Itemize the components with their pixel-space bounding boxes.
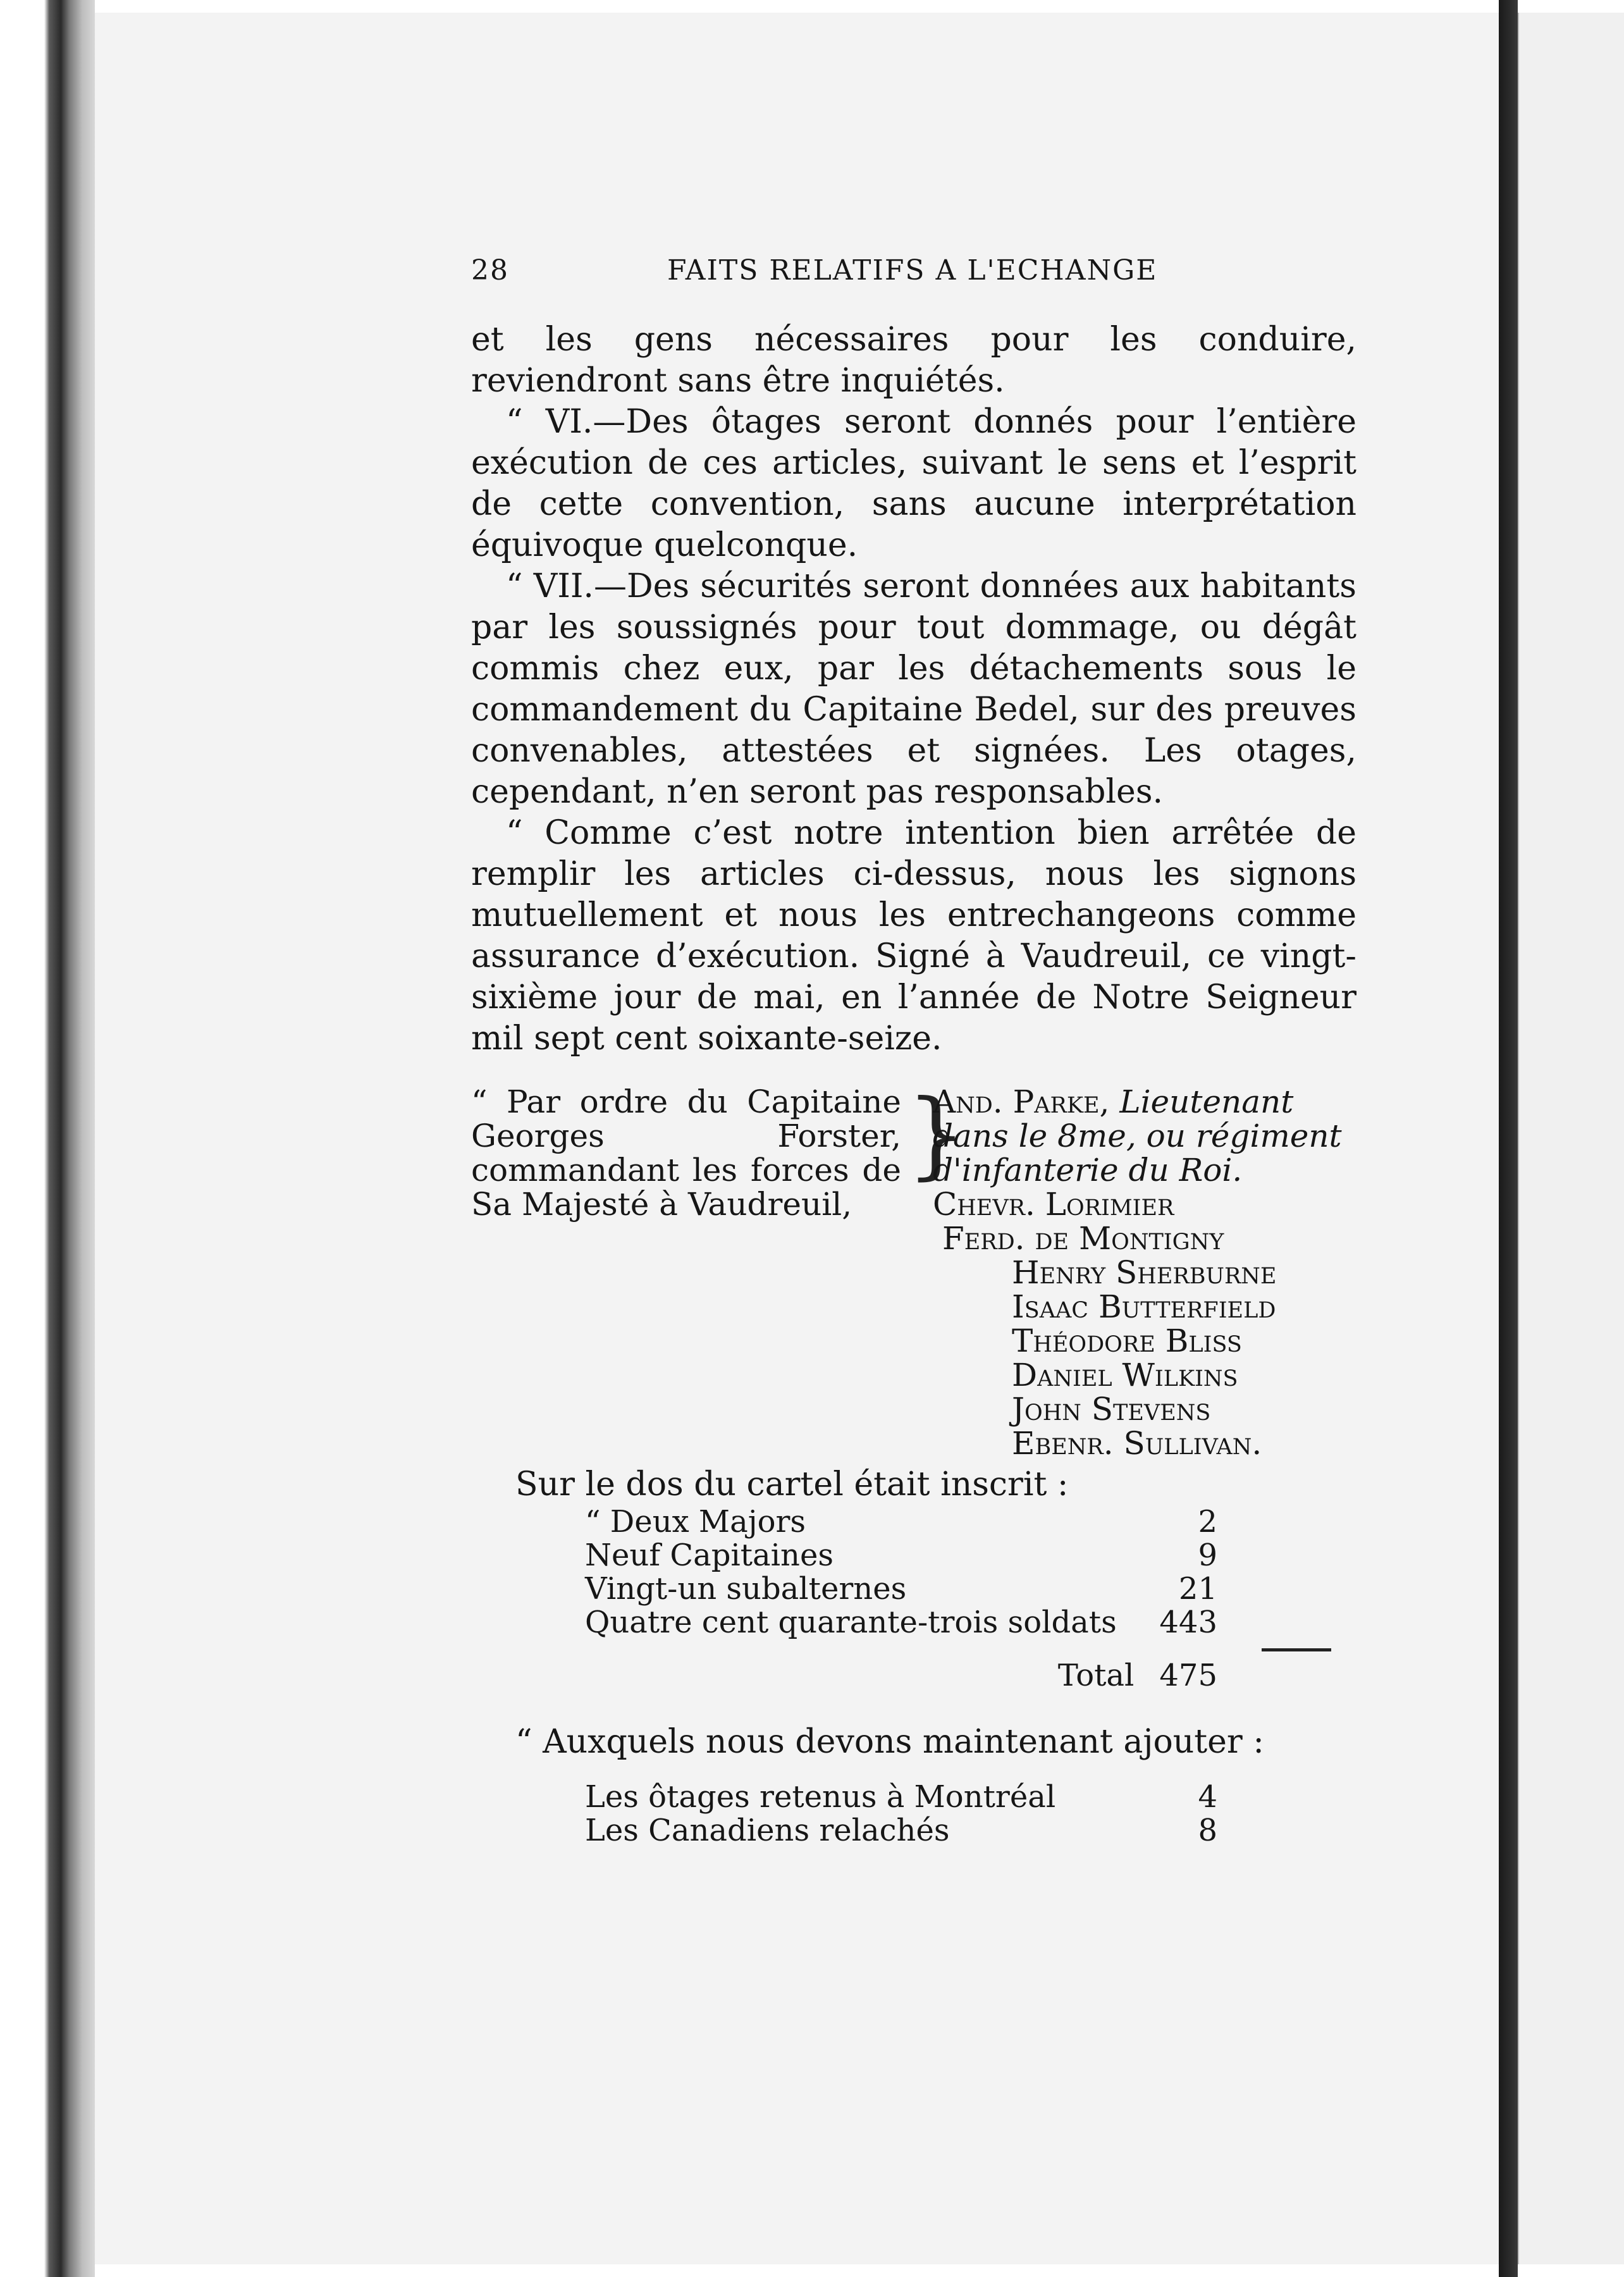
- paragraph-article-vi: “ VI.—Des ôtages seront donnés pour l’entière exécution de ces articles, suivant le sens et l’esprit de cette convention, sans aucune interprétation équivoque quelconque.: [471, 403, 1356, 564]
- total-row: [471, 1655, 1217, 1696]
- table-row: [585, 1505, 1217, 1539]
- paragraph-closing: “ Comme c’est notre intention bien arrêtée de remplir les articles ci-dessus, nous les signons mutuellement et nous les entrechangeons comme assurance d’exécution. Signé à Vaudreuil, ce vingt-sixième jour de mai, en l’année de Notre Seigneur mil sept cent soixante-seize.: [471, 814, 1356, 1058]
- signature-authority-text: “ Par ordre du Capitaine Georges Forster, commandant les forces de Sa Majesté à Vaudreuil,: [471, 1083, 901, 1223]
- additions-table: [585, 1780, 1217, 1848]
- row-value: 21: [1178, 1571, 1217, 1607]
- right-gutter-bar: [1499, 0, 1518, 2277]
- row-value: 2: [1198, 1504, 1217, 1540]
- inscription-table: [585, 1505, 1217, 1651]
- first-signatory: [933, 1085, 1375, 1187]
- row-value: 9: [1198, 1538, 1217, 1573]
- signature-block: [471, 1080, 1356, 1462]
- row-value: 4: [1198, 1779, 1217, 1815]
- row-value: 443: [1159, 1605, 1217, 1640]
- signatory-name: And. Parke,: [933, 1083, 1110, 1120]
- left-binding-edge: [0, 0, 95, 2277]
- signatory-name: Théodore Bliss: [1012, 1323, 1242, 1359]
- signatory-name: John Stevens: [1012, 1391, 1211, 1428]
- signatory-name: Ebenr. Sullivan.: [1012, 1425, 1262, 1462]
- row-label: Vingt-un subalternes: [585, 1571, 907, 1607]
- table-row: [585, 1780, 1217, 1814]
- table-row: [585, 1606, 1217, 1639]
- adjacent-page-edge: [1518, 13, 1624, 2264]
- row-label: Neuf Capitaines: [585, 1538, 834, 1573]
- signatory-name: Daniel Wilkins: [1012, 1357, 1238, 1393]
- table-row: [585, 1814, 1217, 1848]
- row-value: 8: [1198, 1813, 1217, 1848]
- total-value: 475: [1159, 1658, 1217, 1693]
- row-label: “ Deux Majors: [585, 1504, 806, 1540]
- signatory-title: Lieutenant dans le 8me, ou régiment d'infanterie du Roi.: [933, 1083, 1342, 1188]
- additions-intro: “ Auxquels nous devons maintenant ajouter :: [515, 1723, 1264, 1761]
- paragraph-continuation: et les gens nécessaires pour les conduire, reviendront sans être inquiétés.: [471, 321, 1356, 400]
- signatory-name: Ferd. de Montigny: [942, 1220, 1224, 1257]
- paragraph-article-vii: “ VII.—Des sécurités seront données aux habitants par les soussignés pour tout dommage, ou dégât commis chez eux, par les détachements sous le commandement du Capitaine Bedel, sur des preuves convenables, attestées et signées. Les otages, cependant, n’en seront pas responsables.: [471, 567, 1356, 811]
- inscription-intro: Sur le dos du cartel était inscrit :: [515, 1466, 1069, 1503]
- signatory-name: Henry Sherburne: [1012, 1254, 1277, 1291]
- table-row: [585, 1572, 1217, 1606]
- row-label: Les ôtages retenus à Montréal: [585, 1779, 1056, 1815]
- running-header: [471, 250, 1356, 288]
- row-label: Les Canadiens relachés: [585, 1813, 950, 1848]
- row-label: Quatre cent quarante-trois soldats: [585, 1605, 1117, 1640]
- page-content: [471, 250, 1356, 1848]
- curly-brace-icon: }: [906, 1080, 967, 1190]
- total-rule: [1262, 1648, 1331, 1651]
- page-number: 28: [471, 254, 509, 287]
- signatory-name: Isaac Butterfield: [1012, 1288, 1276, 1325]
- signatory-name: Chevr. Lorimier: [933, 1186, 1174, 1223]
- running-title: FAITS RELATIFS A L'ECHANGE: [667, 254, 1158, 287]
- total-label: Total: [1057, 1658, 1135, 1693]
- table-row: [585, 1539, 1217, 1572]
